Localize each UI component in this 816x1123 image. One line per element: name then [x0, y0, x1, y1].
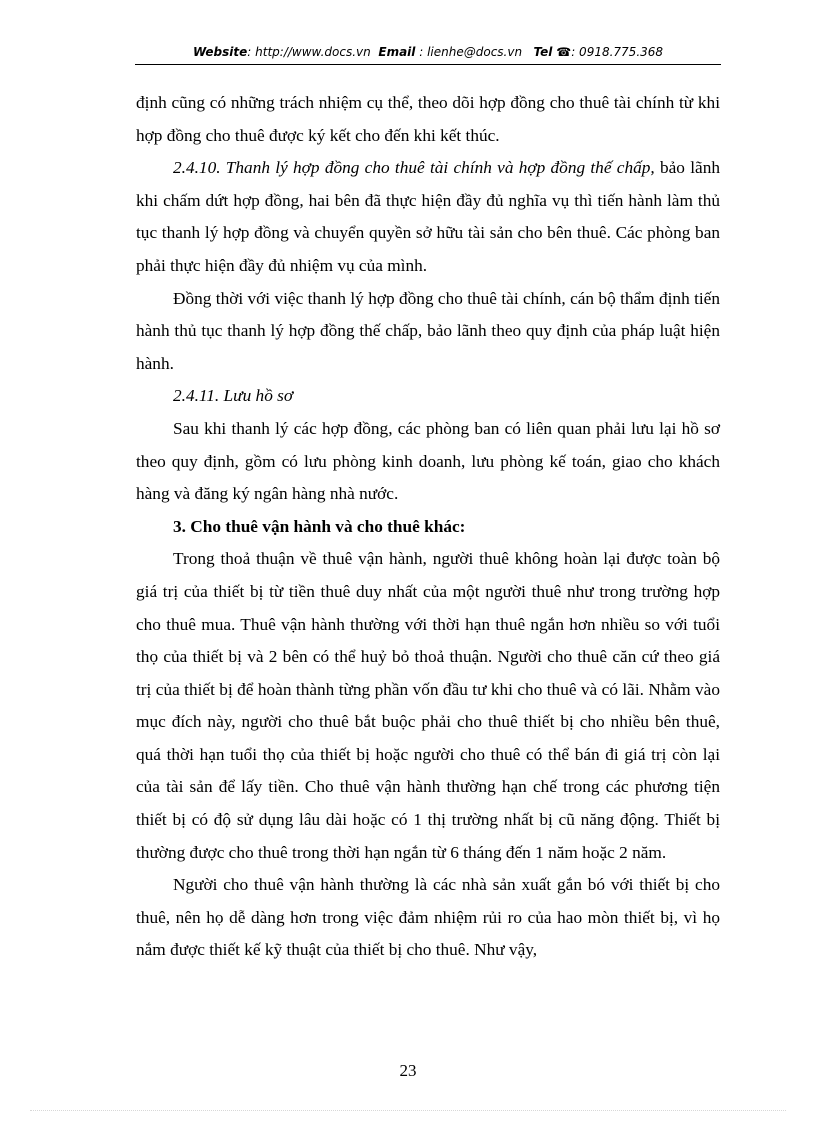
paragraph-2-text: bảo lãnh khi chấm dứt hợp đồng, hai bên đã thực hiện đầy đủ nghĩa vụ thì tiến hành làm thủ tục thanh lý hợp đồng và chuyển quyền sở hữu tài sản cho bên thuê. Các phòng ban phải thực hiện đầy đủ nhiệm vụ của mình. [136, 158, 720, 275]
paragraph-6: Trong thoả thuận về thuê vận hành, người thuê không hoàn lại được toàn bộ giá trị của thiết bị từ tiền thuê duy nhất của một người thuê như trong trường hợp cho thuê mua. Thuê vận hành thường với thời hạn thuê ngắn hơn nhiều so với tuổi thọ của thiết bị và 2 bên có thể huỷ bỏ thoả thuận. Người cho thuê căn cứ theo giá trị của thiết bị để hoàn thành từng phần vốn đầu tư khi cho thuê và có lãi. Nhằm vào mục đích này, người cho thuê bắt buộc phải cho thuê thiết bị cho nhiều bên thuê, quá thời hạn tuổi thọ của thiết bị hoặc người cho thuê có thể bán đi giá trị còn lại của tài sản để lấy tiền. Cho thuê vận hành thường hạn chế trong các phương tiện thiết bị có độ sử dụng lâu dài hoặc có 1 thị trường nhất bị cũ năng động. Thiết bị thường được cho thuê trong thời hạn ngắn từ 6 tháng đến 1 năm hoặc 2 năm. [136, 549, 720, 862]
page-header [135, 42, 721, 65]
tel-label: Tel [533, 45, 553, 59]
document-body [136, 87, 720, 967]
email-value: : lienhe@docs.vn [419, 45, 523, 59]
subsection-heading-2-4-10: 2.4.10. Thanh lý hợp đồng cho thuê tài chính và hợp đồng thế chấp, [173, 158, 655, 178]
paragraph-5: Sau khi thanh lý các hợp đồng, các phòng ban có liên quan phải lưu lại hồ sơ theo quy định, gồm có lưu phòng kinh doanh, lưu phòng kế toán, giao cho khách hàng và đăng ký ngân hàng nhà nước. [136, 418, 720, 504]
paragraph-7: Người cho thuê vận hành thường là các nhà sản xuất gắn bó với thiết bị cho thuê, nên họ dễ dàng hơn trong việc đảm nhiệm rủi ro của hao mòn thiết bị, vì họ nắm được thiết kế kỹ thuật của thiết bị cho thuê. Như vậy, [136, 875, 720, 960]
phone-icon: ☎ [556, 45, 572, 59]
paragraph-3: Đồng thời với việc thanh lý hợp đồng cho thuê tài chính, cán bộ thẩm định tiến hành thủ tục thanh lý hợp đồng thế chấp, bảo lãnh theo quy định của pháp luật hiện hành. [136, 288, 720, 373]
website-value: : http://www.docs.vn [247, 45, 371, 59]
section-heading-3: 3. Cho thuê vận hành và cho thuê khác: [173, 516, 466, 536]
paragraph-2 [136, 152, 720, 282]
page-bottom-divider [30, 1110, 786, 1111]
website-label: Website [192, 45, 248, 59]
tel-value: : 0918.775.368 [571, 45, 664, 59]
email-label: Email [378, 45, 416, 59]
paragraph-1: định cũng có những trách nhiệm cụ thể, theo dõi hợp đồng cho thuê tài chính từ khi hợp đồng cho thuê được ký kết cho đến khi kết thúc. [136, 93, 720, 145]
subsection-heading-2-4-11: 2.4.11. Lưu hồ sơ [173, 386, 294, 406]
page-number: 23 [399, 1061, 417, 1080]
